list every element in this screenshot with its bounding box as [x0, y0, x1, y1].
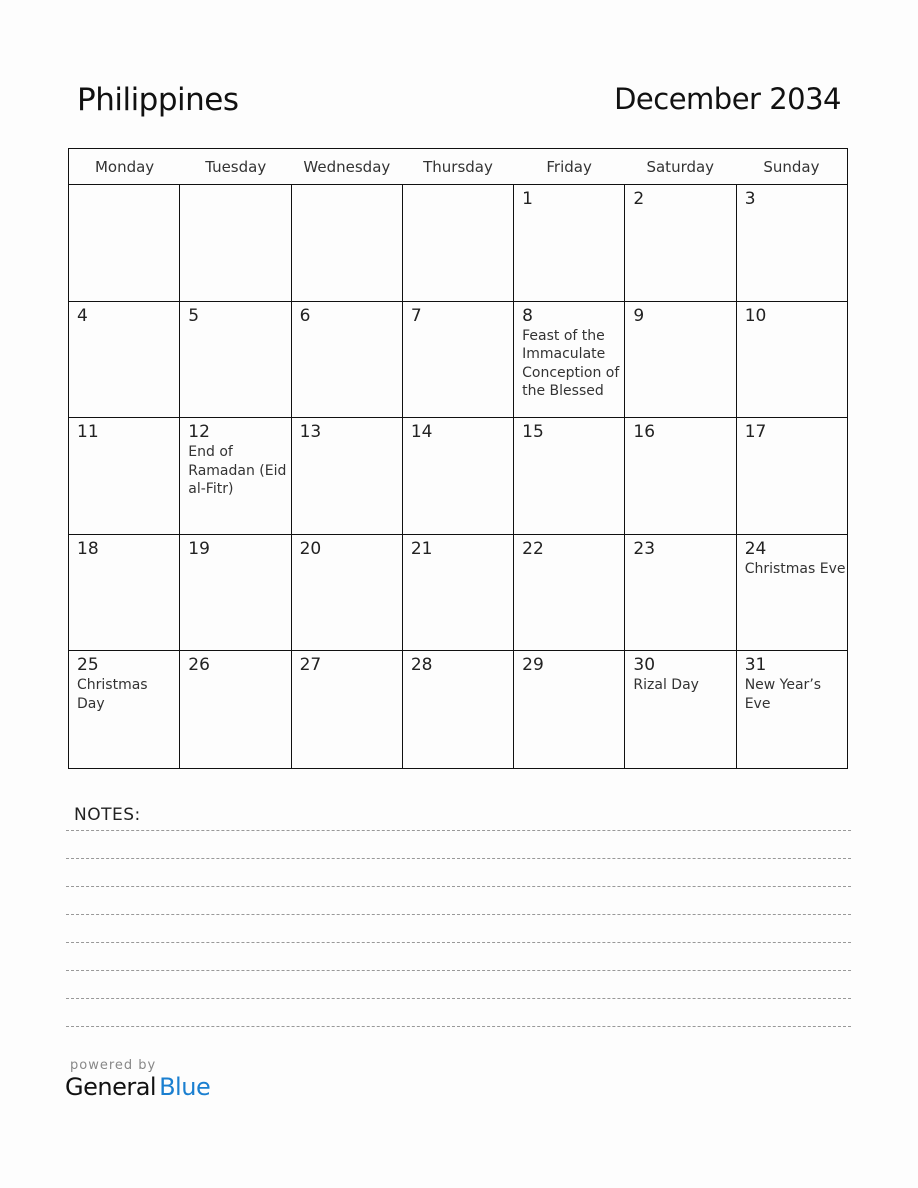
weekday-friday: Friday [546, 158, 592, 176]
country-title: Philippines [77, 82, 239, 118]
day-cell [625, 535, 736, 651]
day-cell [69, 418, 180, 534]
weekday-thursday: Thursday [423, 158, 493, 176]
day-cell [403, 651, 514, 768]
calendar-grid [68, 148, 848, 769]
weekday-sunday: Sunday [763, 158, 820, 176]
holiday-label: End of Ramadan (Eid al-Fitr) [188, 444, 287, 498]
day-cell [292, 418, 403, 534]
day-number: 18 [77, 538, 99, 559]
day-cell [514, 185, 625, 301]
day-cell [737, 302, 847, 418]
day-cell [403, 302, 514, 418]
day-number: 19 [188, 538, 210, 559]
day-number: 12 [188, 422, 210, 443]
day-number: 21 [410, 538, 433, 559]
week-row [69, 651, 847, 768]
day-number: 20 [299, 538, 322, 559]
day-cell [69, 302, 180, 418]
day-cell [69, 185, 180, 301]
day-number: 11 [77, 422, 99, 443]
day-number: 26 [188, 655, 210, 676]
powered-by-text: powered by [70, 1058, 157, 1073]
day-cell [737, 418, 847, 534]
day-number: 15 [522, 422, 544, 443]
holiday-label: Rizal Day [633, 677, 699, 694]
holiday-label: Christmas Day [77, 677, 148, 712]
day-number: 6 [299, 305, 311, 326]
day-cell [514, 535, 625, 651]
holiday-label: Christmas Eve [744, 560, 846, 577]
day-number: 3 [744, 189, 756, 209]
generalblue-logo [65, 1073, 210, 1101]
day-cell [180, 418, 291, 534]
note-line[interactable] [66, 970, 851, 971]
day-cell [514, 651, 625, 768]
day-cell [403, 185, 514, 301]
note-line[interactable] [66, 830, 851, 831]
week-row [69, 418, 847, 535]
day-cell [180, 185, 291, 301]
day-cell [69, 535, 180, 651]
day-number: 31 [744, 655, 767, 676]
day-cell [514, 302, 625, 418]
day-cell [625, 302, 736, 418]
weekday-header-row [69, 149, 847, 185]
day-cell [180, 651, 291, 768]
day-number: 30 [633, 655, 656, 676]
week-row [69, 185, 847, 302]
day-cell [625, 185, 736, 301]
day-cell [292, 185, 403, 301]
day-number: 25 [77, 655, 99, 676]
weekday-monday: Monday [94, 158, 155, 176]
week-row [69, 535, 847, 652]
day-cell [737, 535, 847, 651]
day-cell [69, 651, 180, 768]
holiday-label: New Year’s Eve [744, 677, 822, 712]
note-line[interactable] [66, 858, 851, 859]
day-cell [403, 535, 514, 651]
brand-general: General [65, 1073, 157, 1101]
day-cell [403, 418, 514, 534]
day-cell [514, 418, 625, 534]
day-cell [625, 651, 736, 768]
day-cell [180, 302, 291, 418]
day-number: 13 [299, 422, 322, 443]
day-cell [292, 535, 403, 651]
day-number: 24 [744, 538, 767, 559]
day-number: 23 [633, 538, 656, 559]
weekday-tuesday: Tuesday [205, 158, 267, 176]
day-number: 9 [633, 305, 645, 326]
day-cell [737, 185, 847, 301]
day-number: 2 [633, 189, 645, 209]
holiday-label: Feast of the Immaculate Conception of the Blessed [522, 327, 620, 400]
day-number: 4 [77, 305, 88, 326]
weekday-wednesday: Wednesday [303, 158, 391, 176]
weekday-saturday: Saturday [646, 158, 715, 176]
day-number: 7 [410, 305, 422, 326]
day-number: 14 [410, 422, 433, 443]
day-number: 28 [410, 655, 433, 676]
day-number: 17 [744, 422, 767, 443]
day-number: 5 [188, 305, 200, 326]
day-number: 27 [299, 655, 322, 676]
day-cell [292, 651, 403, 768]
day-cell [625, 418, 736, 534]
note-line[interactable] [66, 1026, 851, 1027]
day-cell [737, 651, 847, 768]
note-line[interactable] [66, 942, 851, 943]
day-number: 16 [633, 422, 656, 443]
notes-label: NOTES: [74, 805, 141, 825]
month-year-title: December 2034 [614, 82, 841, 116]
week-row [69, 302, 847, 419]
day-number: 22 [522, 538, 544, 559]
day-number: 29 [522, 655, 544, 676]
day-number: 10 [744, 305, 767, 326]
day-number: 8 [522, 305, 533, 326]
brand-blue: Blue [159, 1073, 211, 1101]
day-number: 1 [522, 189, 533, 209]
note-line[interactable] [66, 914, 851, 915]
day-cell [292, 302, 403, 418]
day-cell [180, 535, 291, 651]
note-line[interactable] [66, 998, 851, 999]
note-line[interactable] [66, 886, 851, 887]
